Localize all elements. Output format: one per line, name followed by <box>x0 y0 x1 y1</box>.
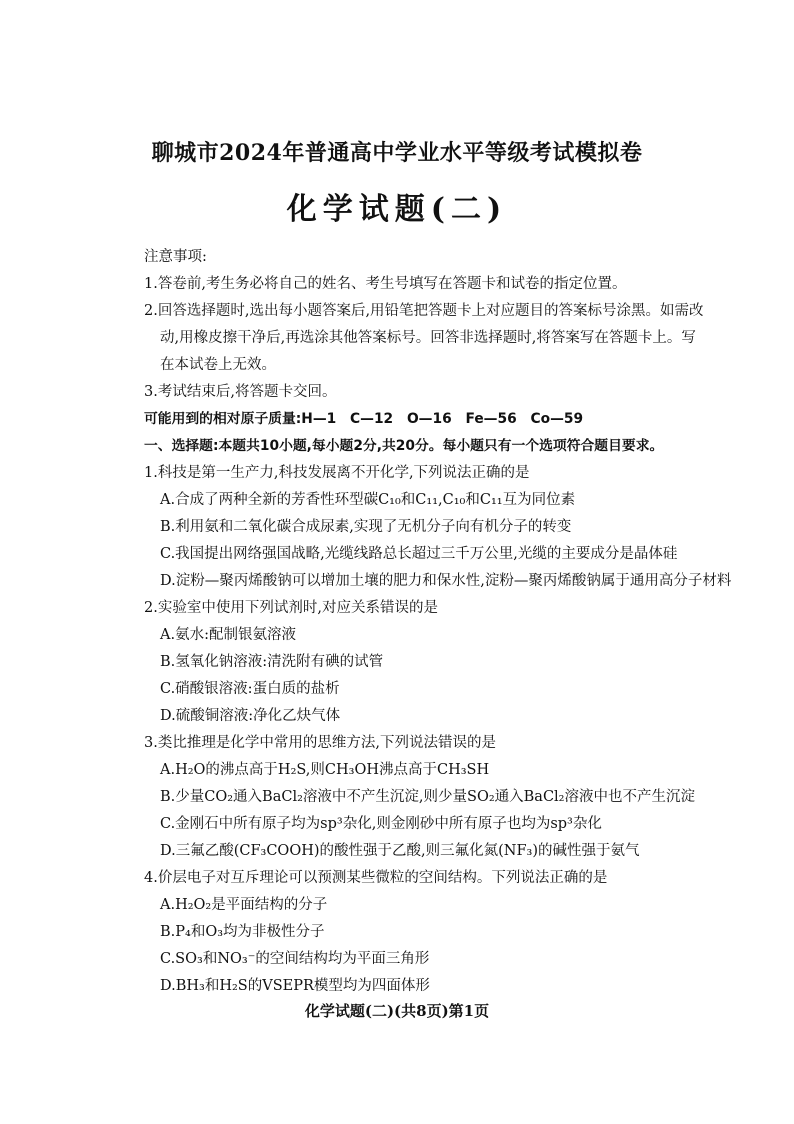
q4-option-a: A.H₂O₂是平面结构的分子 <box>160 897 328 913</box>
q3-option-d: D.三氟乙酸(CF₃COOH)的酸性强于乙酸,则三氟化氮(NF₃)的碱性强于氨气 <box>160 843 640 859</box>
notice-item-3: 3.考试结束后,将答题卡交回。 <box>144 384 337 400</box>
notice-item-2: 2.回答选择题时,选出每小题答案后,用铅笔把答题卡上对应题目的答案标号涂黑。如需改 <box>144 303 704 319</box>
q3-option-b: B.少量CO₂通入BaCl₂溶液中不产生沉淀,则少量SO₂通入BaCl₂溶液中也不产生沉淀 <box>160 789 695 805</box>
q1-option-c: C.我国提出网络强国战略,光缆线路总长超过三千万公里,光缆的主要成分是晶体硅 <box>160 546 678 562</box>
q1-option-a: A.合成了两种全新的芳香性环型碳C₁₀和C₁₁,C₁₀和C₁₁互为同位素 <box>160 492 576 508</box>
q3-option-a: A.H₂O的沸点高于H₂S,则CH₃OH沸点高于CH₃SH <box>160 762 490 778</box>
q1-stem: 1.科技是第一生产力,科技发展离不开化学,下列说法正确的是 <box>144 465 530 481</box>
page-footer: 化学试题(二)(共8页)第1页 <box>304 1002 490 1020</box>
q4-option-d: D.BH₃和H₂S的VSEPR模型均为四面体形 <box>160 978 430 994</box>
q2-option-b: B.氢氧化钠溶液:清洗附有碘的试管 <box>160 654 384 670</box>
q3-option-c: C.金刚石中所有原子均为sp³杂化,则金刚砂中所有原子也均为sp³杂化 <box>160 816 602 832</box>
q2-option-c: C.硝酸银溶液:蛋白质的盐析 <box>160 681 340 697</box>
q4-option-c: C.SO₃和NO₃⁻的空间结构均为平面三角形 <box>160 951 430 967</box>
section-heading: 一、选择题:本题共10小题,每小题2分,共20分。每小题只有一个选项符合题目要求。 <box>144 438 664 454</box>
atomic-mass-line: 可能用到的相对原子质量:H—1 C—12 O—16 Fe—56 Co—59 <box>144 411 584 427</box>
q2-option-a: A.氨水:配制银氨溶液 <box>160 627 296 643</box>
notice-item-1: 1.答卷前,考生务必将自己的姓名、考生号填写在答题卡和试卷的指定位置。 <box>144 276 627 292</box>
notice-item-2-cont2: 在本试卷上无效。 <box>160 357 276 373</box>
q4-option-b: B.P₄和O₃均为非极性分子 <box>160 924 325 940</box>
exam-title: 聊城市2024年普通高中学业水平等级考试模拟卷 <box>151 140 643 166</box>
subject-title: 化学试题(二) <box>286 192 508 227</box>
exam-content <box>144 244 732 1000</box>
q4-stem: 4.价层电子对互斥理论可以预测某些微粒的空间结构。下列说法正确的是 <box>144 870 608 886</box>
q1-option-d: D.淀粉—聚丙烯酸钠可以增加土壤的肥力和保水性,淀粉—聚丙烯酸钠属于通用高分子材料 <box>160 573 732 589</box>
q2-stem: 2.实验室中使用下列试剂时,对应关系错误的是 <box>144 600 438 616</box>
q3-stem: 3.类比推理是化学中常用的思维方法,下列说法错误的是 <box>144 735 496 751</box>
q2-option-d: D.硫酸铜溶液:净化乙炔气体 <box>160 708 341 724</box>
notice-item-2-cont: 动,用橡皮擦干净后,再选涂其他答案标号。回答非选择题时,将答案写在答题卡上。写 <box>160 330 696 346</box>
q1-option-b: B.利用氨和二氧化碳合成尿素,实现了无机分子向有机分子的转变 <box>160 519 572 535</box>
notice-heading: 注意事项: <box>144 249 207 265</box>
